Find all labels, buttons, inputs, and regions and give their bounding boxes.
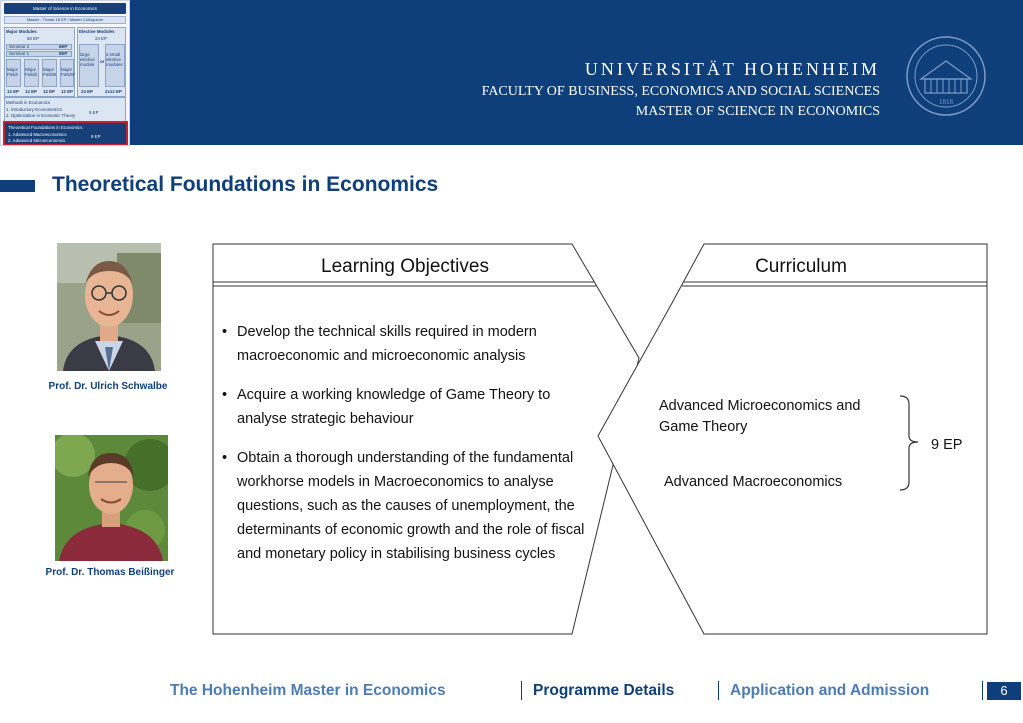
thumbnail-elective-ep: 24 EP [95, 36, 107, 41]
learning-objectives-heading: Learning Objectives [321, 256, 489, 277]
thumbnail-field-2-ep: 12 EP [25, 89, 37, 94]
thumbnail-large-elective-ep: 24 EP [81, 89, 93, 94]
nav-separator [521, 681, 522, 700]
thumbnail-field-2-label: Major FieldII [25, 67, 37, 77]
curriculum-panel-outline [598, 244, 987, 634]
thumbnail-small-elective-ep: 2x12 EP [105, 89, 122, 94]
thumbnail-or-label: or [100, 59, 105, 64]
page-number: 6 [987, 682, 1021, 700]
course-advanced-macroeconomics: Advanced Macroeconomics [664, 474, 843, 490]
objective-item: • Obtain a thorough understanding of the fundamental workhorse models in Macroeconomics to analyse questions, such as the causes of unemployment, the determinants of economic growth and the role of fiscal and monetary policy in stabilising business cycles [222, 446, 594, 566]
thumbnail-field-1-label: Major FieldI [7, 67, 18, 77]
nav-separator [718, 681, 719, 700]
thumbnail-seminar-1-label: Seminar 1 [9, 51, 30, 56]
thumbnail-field-3-label: Major FieldIII [43, 67, 57, 77]
course-advanced-microeconomics: Advanced Microeconomics and Game Theory [659, 398, 861, 435]
thumbnail-methods-ep: 9 EP [89, 110, 99, 115]
faculty-name: FACULTY OF BUSINESS, ECONOMICS AND SOCIAL SCIENCES [481, 84, 880, 99]
thumbnail-theory-ep: 9 EP [91, 134, 101, 139]
thumbnail-title: Master of Science in Economics [4, 3, 126, 14]
nav-separator [982, 681, 983, 700]
nav-programme-details[interactable]: Programme Details [533, 682, 675, 699]
learning-objectives-list [222, 320, 594, 581]
objective-item: • Acquire a working knowledge of Game Theory to analyse strategic behaviour [222, 383, 594, 431]
thumbnail-field-4-ep: 12 EP [61, 89, 73, 94]
thumbnail-theory-item-1: 1. Advanced Macroeconomics [8, 132, 67, 137]
thumbnail-elective-label: Elective Modules [79, 29, 115, 34]
nav-application-admission[interactable]: Application and Admission [730, 682, 930, 699]
objective-item: • Develop the technical skills required in modern macroeconomic and microeconomic analysis [222, 320, 594, 368]
thumbnail-methods-item-2: 2. Optimization in Economic Theory [6, 113, 76, 118]
thumbnail-thesis-bar: Master - Thesis 18 EP / Master Colloquium [4, 16, 126, 24]
thumbnail-theory-title: Theoretical Foundations in Economics [8, 125, 83, 130]
thumbnail-field-3-ep: 12 EP [43, 89, 55, 94]
thumbnail-seminar-2-ep: 6EP [59, 44, 68, 49]
professor-beissinger-caption: Prof. Dr. Thomas Beißinger [45, 567, 175, 578]
program-name: MASTER OF SCIENCE IN ECONOMICS [635, 104, 880, 119]
thumbnail-large-elective-label: large elective module [80, 52, 95, 67]
thumbnail-methods-item-1: 1. Introductory Econometrics [6, 107, 62, 112]
professor-schwalbe-caption: Prof. Dr. Ulrich Schwalbe [48, 381, 168, 392]
seal-year: 1818 [939, 98, 953, 106]
thumbnail-seminar-2-label: Seminar 2 [9, 44, 30, 49]
thumbnail-field-4-label: Major FieldIV [61, 67, 75, 77]
thumbnail-methods-title: Methods in Economics [6, 100, 51, 105]
curriculum-credits: 9 EP [931, 437, 963, 453]
thumbnail-major-label: Major Modules [6, 29, 37, 34]
thumbnail-major-ep: 60 EP [27, 36, 39, 41]
thumbnail-small-elective-label: 2 small elective modules [106, 52, 123, 67]
nav-hohenheim-master[interactable]: The Hohenheim Master in Economics [170, 682, 446, 699]
thumbnail-theory-item-2: 2. Advanced Microeconomics [8, 138, 66, 143]
curriculum-heading: Curriculum [755, 256, 847, 277]
thumbnail-field-1-ep: 12 EP [7, 89, 19, 94]
page-title: Theoretical Foundations in Economics [52, 173, 439, 196]
thumbnail-seminar-1-ep: 6EP [59, 51, 68, 56]
university-name: UNIVERSITÄT HOHENHEIM [584, 59, 880, 79]
